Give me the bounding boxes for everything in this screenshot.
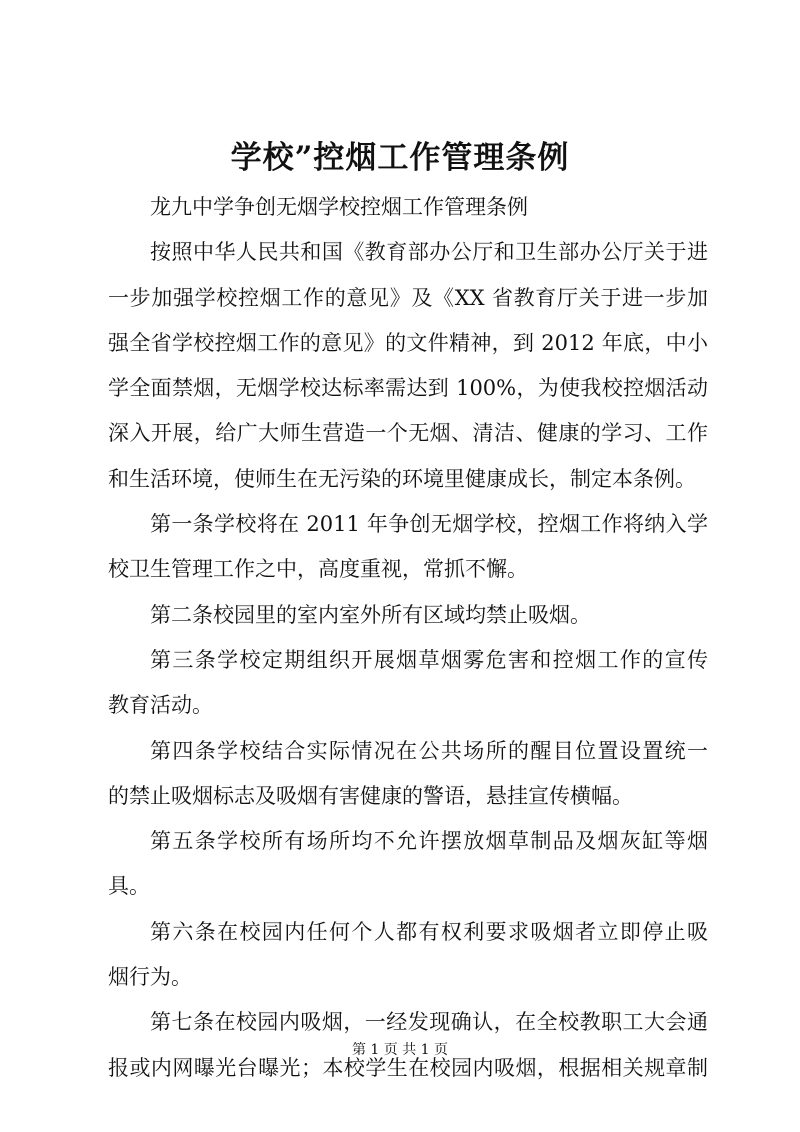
paragraph-line: 教育活动。 — [108, 693, 213, 718]
paragraph-line: 第四条学校结合实际情况在公共场所的醒目位置设置统一 — [150, 738, 708, 763]
document-body — [108, 185, 708, 1091]
paragraph-line: 校卫生管理工作之中，高度重视，常抓不懈。 — [108, 557, 528, 582]
paragraph-line: 第七条在校园内吸烟，一经发现确认，在全校教职工大会通 — [150, 1010, 708, 1035]
paragraph-line: 烟行为。 — [108, 965, 192, 990]
paragraph-line: 和生活环境，使师生在无污染的环境里健康成长，制定本条例。 — [108, 466, 696, 491]
paragraph-line: 学全面禁烟，无烟学校达标率需达到 100%，为使我校控烟活动 — [108, 376, 708, 401]
paragraph-line: 第二条校园里的室内室外所有区域均禁止吸烟。 — [150, 602, 591, 627]
paragraph-line: 第五条学校所有场所均不允许摆放烟草制品及烟灰缸等烟 — [150, 829, 708, 854]
paragraph-line: 第三条学校定期组织开展烟草烟雾危害和控烟工作的宣传 — [150, 647, 708, 672]
paragraph-line: 具。 — [108, 874, 150, 899]
paragraph-line: 第一条学校将在 2011 年争创无烟学校，控烟工作将纳入学 — [150, 512, 708, 537]
subtitle-line: 龙九中学争创无烟学校控烟工作管理条例 — [150, 195, 528, 219]
paragraph-line: 的禁止吸烟标志及吸烟有害健康的警语，悬挂宣传横幅。 — [108, 783, 633, 808]
paragraph-line: 第六条在校园内任何个人都有权利要求吸烟者立即停止吸 — [150, 919, 708, 944]
paragraph-line: 报或内网曝光台曝光；本校学生在校园内吸烟，根据相关规章制 — [108, 1055, 708, 1080]
paragraph-line: 一步加强学校控烟工作的意见》及《XX 省教育厅关于进一步加 — [108, 285, 708, 310]
page-footer: 第 1 页 共 1 页 — [351, 1042, 449, 1058]
document-title: 学校”控烟工作管理条例 — [230, 140, 570, 176]
paragraph-line: 深入开展，给广大师生营造一个无烟、清洁、健康的学习、工作 — [108, 421, 708, 446]
paragraph-line: 强全省学校控烟工作的意见》的文件精神，到 2012 年底，中小 — [108, 330, 708, 355]
paragraph-line: 按照中华人民共和国《教育部办公厅和卫生部办公厅关于进 — [150, 240, 708, 265]
